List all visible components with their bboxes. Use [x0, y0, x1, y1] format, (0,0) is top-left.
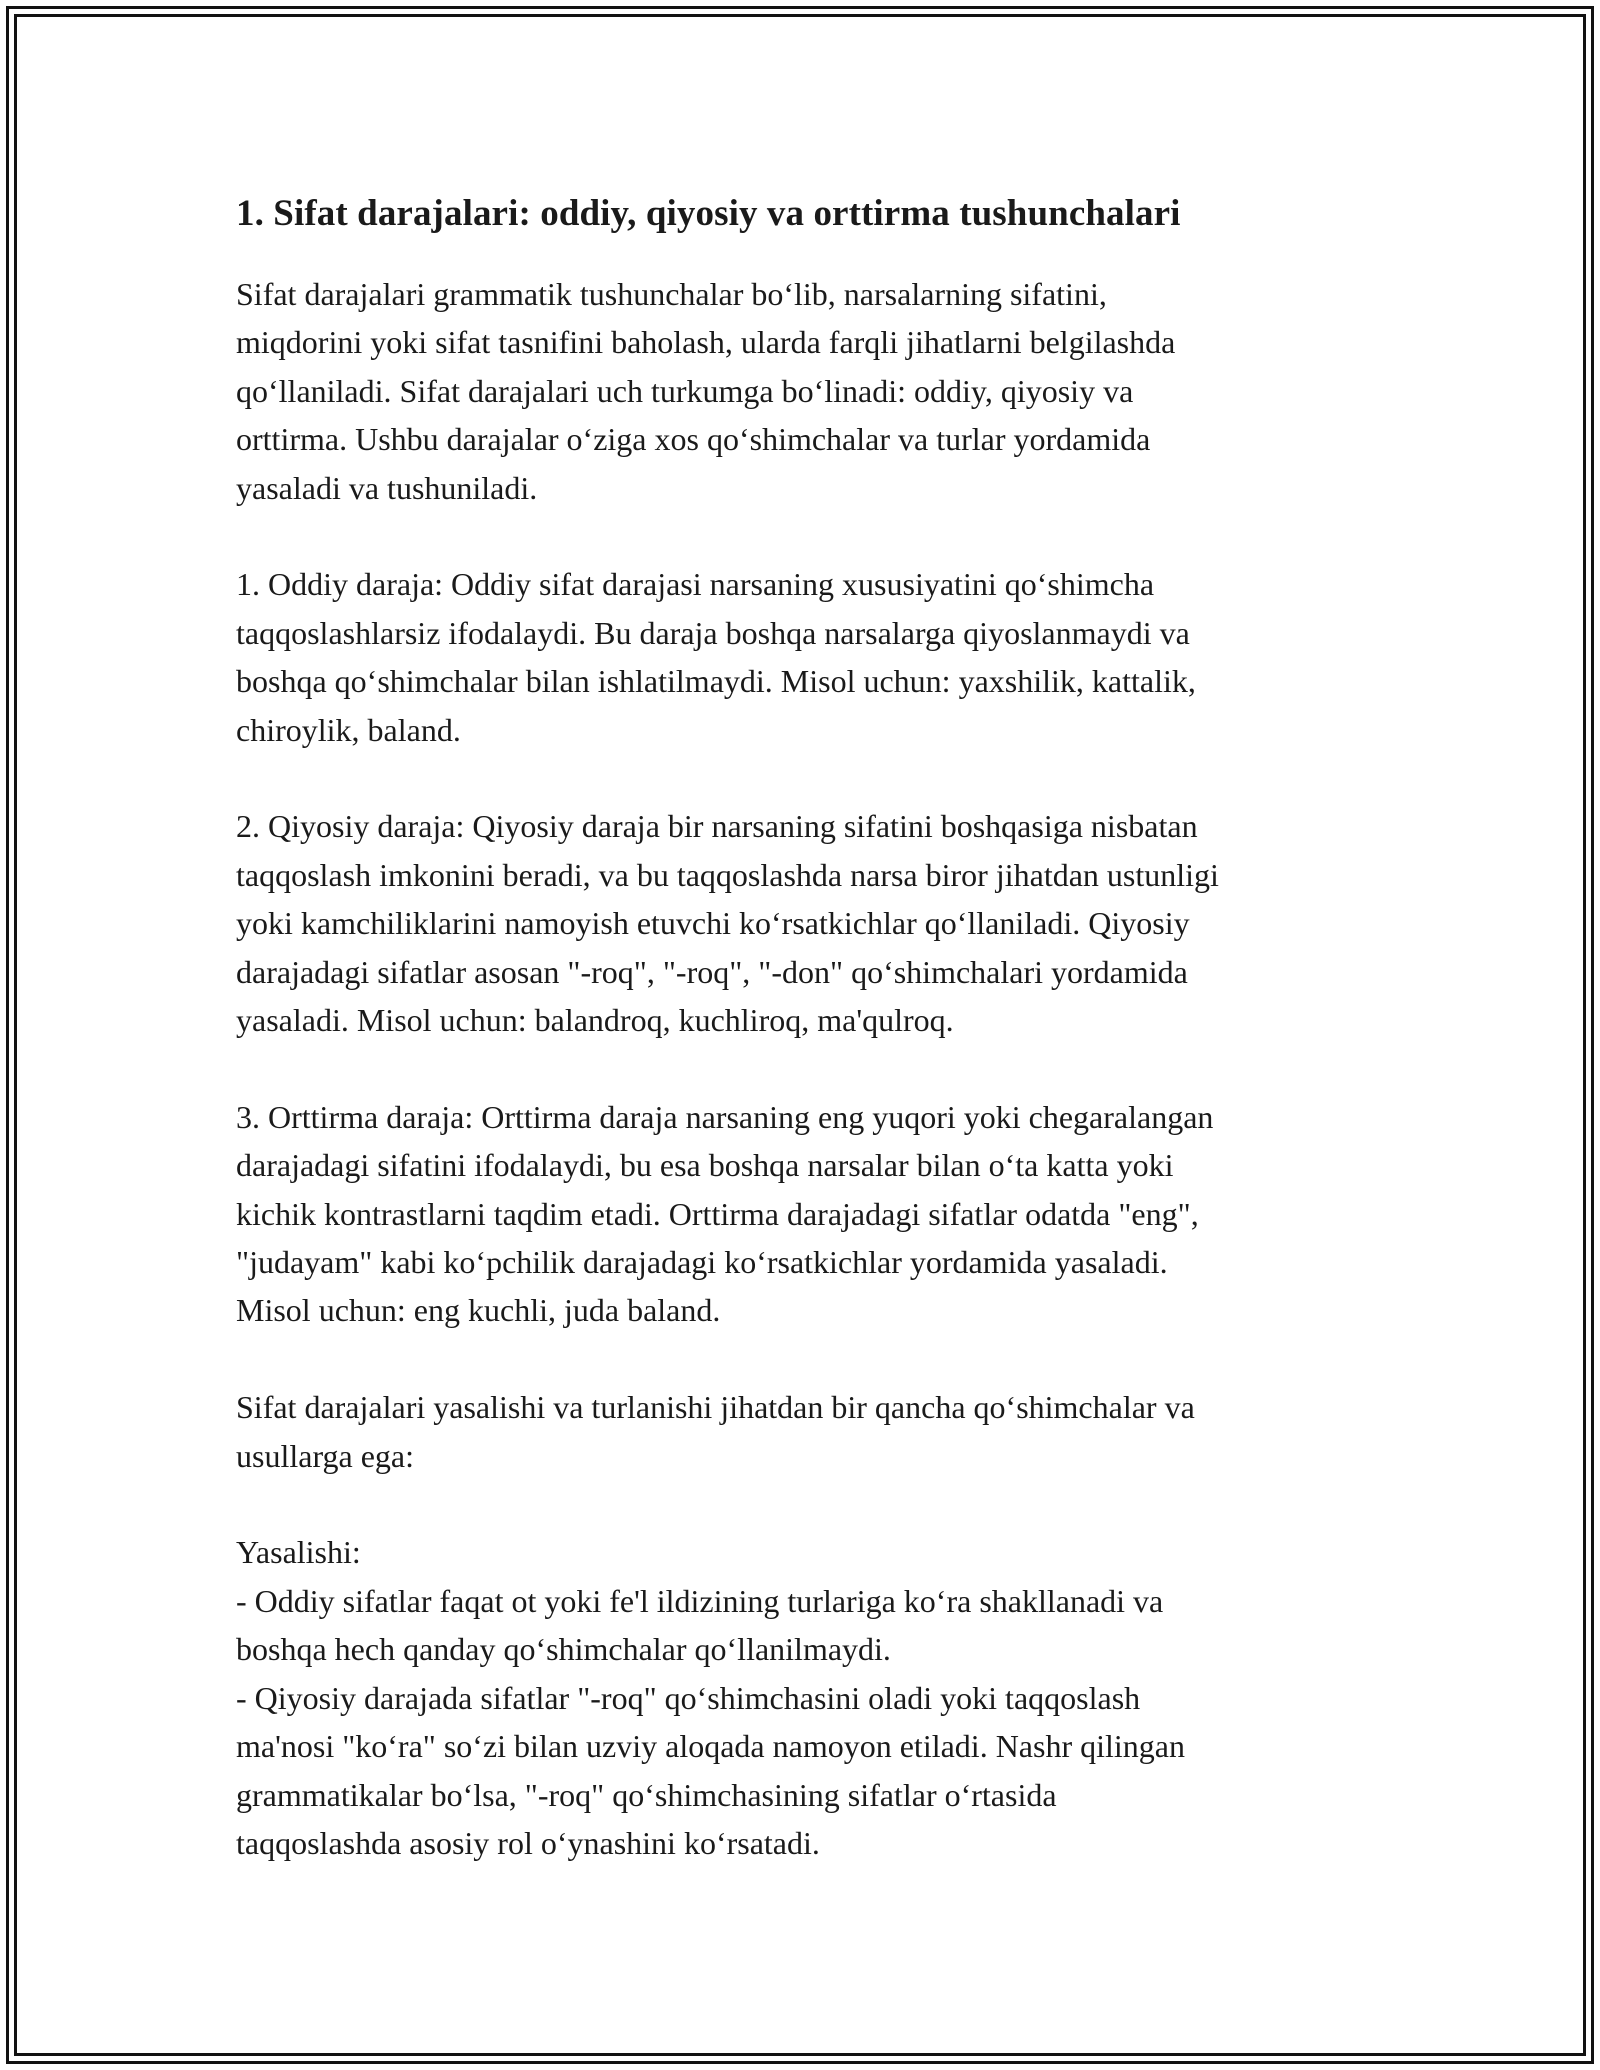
paragraph-gap	[236, 512, 1396, 560]
text-line: darajadagi sifatini ifodalaydi, bu esa boshqa narsalar bilan o‘ta katta yoki	[236, 1147, 1174, 1184]
text-line: yoki kamchiliklarini namoyish etuvchi ko‘rsatkichlar qo‘llaniladi. Qiyosiy	[236, 905, 1190, 942]
intro-paragraph	[236, 270, 1396, 512]
text-line: taqqoslashlarsiz ifodalaydi. Bu daraja boshqa narsalarga qiyoslanmaydi va	[236, 614, 1190, 651]
paragraph-gap	[236, 1335, 1396, 1383]
section-heading: Yasalishi:	[236, 1534, 361, 1571]
text-line: darajadagi sifatlar asosan "-roq", "-roq", "-don" qo‘shimchalari yordamida	[236, 953, 1188, 990]
paragraph-gap	[236, 1044, 1396, 1092]
text-line: Sifat darajalari grammatik tushunchalar bo‘lib, narsalarning sifatini,	[236, 276, 1107, 312]
paragraph-gap	[236, 1480, 1396, 1528]
text-line: chiroylik, baland.	[236, 711, 461, 748]
text-line: ma'nosi "ko‘ra" so‘zi bilan uzviy aloqada namoyon etiladi. Nashr qilingan	[236, 1728, 1185, 1765]
text-line: - Qiyosiy darajada sifatlar "-roq" qo‘shimchasini oladi yoki taqqoslash	[236, 1679, 1141, 1716]
text-line: boshqa qo‘shimchalar bilan ishlatilmaydi. Misol uchun: yaxshilik, kattalik,	[236, 663, 1196, 700]
yasalishi-section	[236, 1528, 1396, 1867]
text-line: yasaladi. Misol uchun: balandroq, kuchliroq, ma'qulroq.	[236, 1002, 954, 1039]
text-line: grammatikalar bo‘lsa, "-roq" qo‘shimchasining sifatlar o‘rtasida	[236, 1776, 1057, 1813]
paragraph-gap	[236, 754, 1396, 802]
oddiy-daraja-paragraph	[236, 560, 1396, 754]
text-line: taqqoslash imkonini beradi, va bu taqqoslashda narsa biror jihatdan ustunligi	[236, 856, 1219, 893]
text-line: yasaladi va tushuniladi.	[236, 469, 538, 506]
text-line: usullarga ega:	[236, 1437, 415, 1474]
summary-paragraph	[236, 1383, 1396, 1480]
text-line: miqdorini yoki sifat tasnifini baholash, ularda farqli jihatlarni belgilashda	[236, 324, 1176, 361]
document-title: 1. Sifat darajalari: oddiy, qiyosiy va orttirma tushunchalari	[236, 193, 1181, 234]
text-line: 3. Orttirma daraja: Orttirma daraja narsaning eng yuqori yoki chegaralangan	[236, 1098, 1214, 1135]
text-line: 2. Qiyosiy daraja: Qiyosiy daraja bir narsaning sifatini boshqasiga nisbatan	[236, 808, 1198, 845]
document-body	[236, 186, 1396, 1867]
text-line: taqqoslashda asosiy rol o‘ynashini ko‘rsatadi.	[236, 1824, 820, 1861]
text-line: 1. Oddiy daraja: Oddiy sifat darajasi narsaning xususiyatini qo‘shimcha	[236, 566, 1155, 603]
text-line: - Oddiy sifatlar faqat ot yoki fe'l ildizining turlariga ko‘ra shakllanadi va	[236, 1582, 1164, 1619]
text-line: Sifat darajalari yasalishi va turlanishi jihatdan bir qancha qo‘shimchalar va	[236, 1389, 1195, 1426]
orttirma-daraja-paragraph	[236, 1093, 1396, 1335]
text-line: kichik kontrastlarni taqdim etadi. Orttirma darajadagi sifatlar odatda "eng",	[236, 1195, 1199, 1232]
qiyosiy-daraja-paragraph	[236, 802, 1396, 1044]
text-line: orttirma. Ushbu darajalar o‘ziga xos qo‘shimchalar va turlar yordamida	[236, 421, 1151, 458]
text-line: qo‘llaniladi. Sifat darajalari uch turkumga bo‘linadi: oddiy, qiyosiy va	[236, 372, 1134, 409]
text-line: boshqa hech qanday qo‘shimchalar qo‘llanilmaydi.	[236, 1631, 891, 1668]
text-line: Misol uchun: eng kuchli, juda baland.	[236, 1292, 721, 1329]
text-line: "judayam" kabi ko‘pchilik darajadagi ko‘rsatkichlar yordamida yasaladi.	[236, 1244, 1168, 1281]
